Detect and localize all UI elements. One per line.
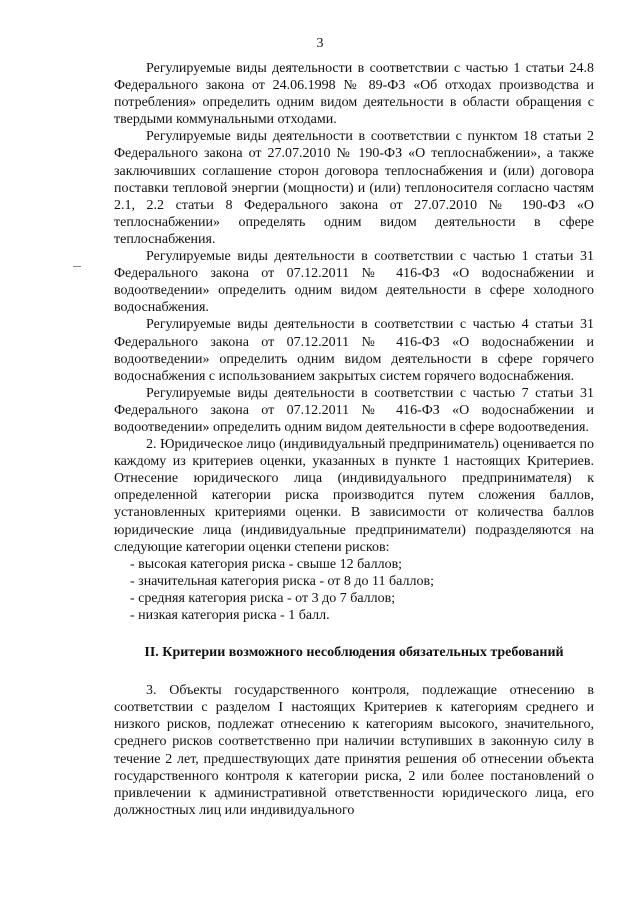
- list-item-high-risk: - высокая категория риска - свыше 12 баллов;: [130, 556, 403, 572]
- list-item-significant-risk: - значительная категория риска - от 8 до 11 баллов;: [130, 573, 434, 589]
- paragraph-waste: Регулируемые виды деятельности в соответствии с частью 1 статьи 24.8 Федерального закона от 24.06.1998 № 89-ФЗ «Об отходах производства и потребления» определить одним видом деятельности в области обращения с твердыми коммунальными отходами.: [114, 61, 594, 128]
- paragraph-cold-water: Регулируемые виды деятельности в соответствии с частью 1 статьи 31 Федерального закона от 07.12.2011 № 416-ФЗ «О водоснабжении и водоотведении» определить одним видом деятельности в сфере холодного водоснабжения.: [114, 249, 594, 316]
- paragraph-heat-supply: Регулируемые виды деятельности в соответствии с пунктом 18 статьи 2 Федерального закона от 27.07.2010 № 190-ФЗ «О теплоснабжении», а также заключивших соглашение сторон договора теплоснабжения и (или) договора поставки тепловой энергии (мощности) и (или) теплоносителя согласно частям 2.1, 2.2 статьи 8 Федерального закона от 27.07.2010 № 190-ФЗ «О теплоснабжении» определять одним видом деятельности в сфере теплоснабжения.: [114, 129, 594, 247]
- paragraph-drainage: Регулируемые виды деятельности в соответствии с частью 7 статьи 31 Федерального закона от 07.12.2011 № 416-ФЗ «О водоснабжении и водоотведении» определить одним видом деятельности в сфере водоотведения.: [114, 385, 594, 435]
- page-number: 3: [316, 36, 324, 51]
- paragraph-control-objects: 3. Объекты государственного контроля, подлежащие отнесению в соответствии с разделом I настоящих Критериев к категориям среднего и низкого рисков, подлежат отнесению к категориям высокого, значительного, среднего рисков соответственно при наличии вступивших в законную силу в течение 2 лет, предшествующих дате принятия решения об отнесении объекта государственного контроля к категории риска, 2 или более постановлений о привлечении к административной ответственности юридического лица, его должностных лиц или индивидуального: [114, 683, 594, 818]
- list-item-low-risk: - низкая категория риска - 1 балл.: [130, 608, 330, 623]
- paragraph-risk-assessment: 2. Юридическое лицо (индивидуальный предприниматель) оценивается по каждому из критериев оценки, указанных в пункте 1 настоящих Критериев. Отнесение юридического лица (индивидуального предпринимателя) к определенной категории риска производится путем сложения баллов, установленных критериями оценки. В зависимости от количества баллов юридические лица (индивидуальные предприниматели) подразделяются на следующие категории оценки степени рисков:: [114, 437, 594, 555]
- list-item-medium-risk: - средняя категория риска - от 3 до 7 баллов;: [130, 590, 396, 606]
- section-heading: II. Критерии возможного несоблюдения обязательных требований: [144, 645, 564, 661]
- margin-mark: [73, 266, 81, 267]
- paragraph-hot-water: Регулируемые виды деятельности в соответствии с частью 4 статьи 31 Федерального закона от 07.12.2011 № 416-ФЗ «О водоснабжении и водоотведении» определить одним видом деятельности в сфере горячего водоснабжения с использованием закрытых систем горячего водоснабжения.: [114, 317, 594, 384]
- document-body: [114, 60, 594, 819]
